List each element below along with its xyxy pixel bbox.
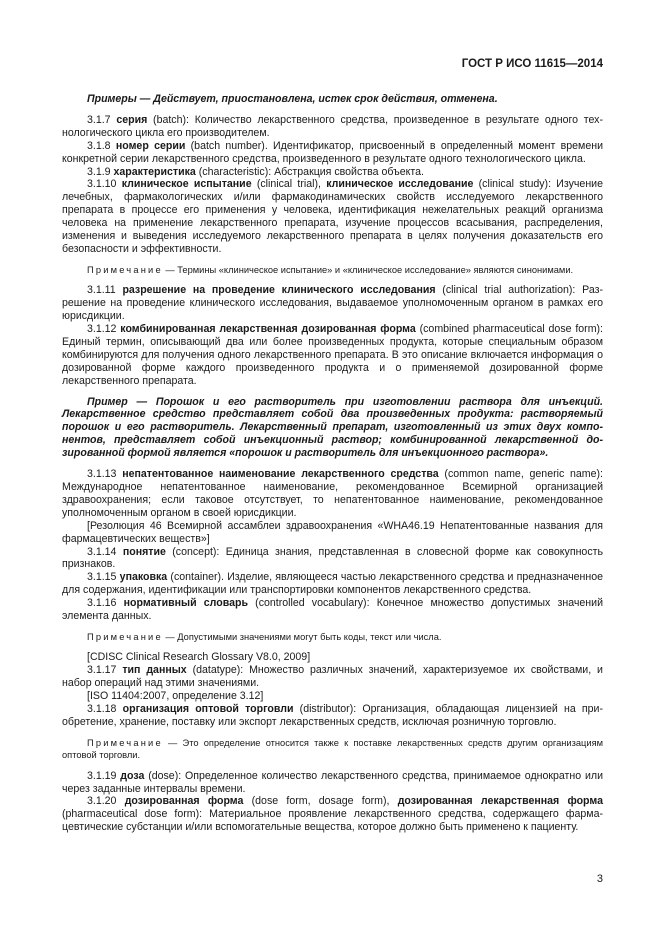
source-reference: [Резолюция 46 Всемирной ассамблеи здравоохранения «WHA46.19 Непатентованные названия для фармацевтических веществ»] [62,519,603,545]
entry-3-1-18: 3.1.18 организация оптовой торговли (distributor): Организация, обладающая лицензией на приобретение, хранение, поставку или экспорт лекарственных средств, исключая розничную торговлю. [62,702,604,728]
entry-3-1-14: 3.1.14 понятие (concept): Единица знания, представленная в словесной форме как совокупность признаков. [62,545,603,571]
document-body [62,93,603,834]
entry-3-1-10: 3.1.10 клиническое испытание (clinical trial), клиническое исследование (clinical study): Изучение лечебных, фармакологических и/или фармакодинамических свойств исследуемого лекарственного препарата в процессе его применения у человека, идентификация нежелательных реакций организма человека на применение лекарственного препарата, изучение процессов всасывания, распределения, изменения и выведения исследуемого лекарственного препарата в целях получения доказательств его безопасности и эффективности. [62,178,603,255]
term: непатентованное наименование лекарственного средства [122,468,439,481]
term: комбинированная лекарственная дозированная форма [120,323,416,335]
term: дозированная форма [124,795,244,808]
note-paragraph: Примечание — Это определение относится также к поставке лекарственных средств другим организациям оптовой торговли. [62,737,603,761]
note-paragraph: Примечание — Допустимыми значениями могут быть коды, текст или числа. [87,631,442,642]
entry-3-1-15: 3.1.15 упаковка (container). Изделие, являющееся частью лекарственного средства и предназначенное для содержания, идентификации или транспортировки компонентов лекарственного средства. [62,571,603,597]
term: организация оптовой торговли [122,702,294,715]
entry-3-1-8: 3.1.8 номер серии (batch number). Идентификатор, присвоенный в определенный момент времени конкретной серии лекарственного средства, произведенного в результате одного технологического цикла. [62,139,603,165]
term: серия [116,113,148,126]
term: клиническое испытание [121,178,252,191]
entry-3-1-17: 3.1.17 тип данных (datatype): Множество различных значений, характеризуемое их свойствами, и набор операций над этими значениями. [62,664,603,690]
term: дозированная лекарственная форма [397,795,603,808]
note-paragraph: Примечание — Термины «клиническое испытание» и «клиническое исследование» являются синонимами. [87,264,574,275]
source-reference: [CDISC Clinical Research Glossary V8.0, 2009] [87,651,311,664]
page-number: 3 [596,873,603,885]
term: доза [120,769,145,782]
term: упаковка [119,571,168,584]
standard-header: ГОСТ Р ИСО 11615—2014 [461,58,603,70]
entry-3-1-7: 3.1.7 серия (batch): Количество лекарственного средства, произведенное в результате одного технологического цикла его производителем. [62,113,603,139]
term: клиническое исследование [326,178,474,191]
source-reference: [ISO 11404:2007, определение 3.12] [87,690,264,703]
entry-3-1-20: 3.1.20 дозированная форма (dose form, dosage form), дозированная лекарственная форма (pharmaceutical dose form): Материальное проявление лекарственного средства, содержащего фармацевтические субстанции и/или вспомогательные вещества, которое должно быть применено к пациенту. [62,795,603,834]
entry-3-1-11: 3.1.11 разрешение на проведение клинического исследования (clinical trial authorization): Разрешение на проведение клинического исследования, выдаваемое уполномоченным органом в рамках его юрисдикции. [62,284,603,323]
note-label: Примечание [87,264,163,275]
term: номер серии [115,139,186,152]
example-paragraph: Пример — Порошок и его растворитель при изготовлении раствора для инъекций. Лекарственное средство представляет собой два произведенных продукта: растворяемый порошок и его растворитель. Лекарственный препарат, изготовленный из этих двух компонентов, представляет собой инъекционный раствор; комбинированной лекарственной дозированной формой является «порошок и растворитель для инъекционного раствора». [62,395,603,460]
term: тип данных [122,664,187,677]
entry-3-1-13: 3.1.13 непатентованное наименование лекарственного средства (common name, generic name): Международное непатентованное наименование, рекомендованное Всемирной организацией здравоохранения; если таковое отсутствует, то непатентованное наименование, рекомендованное уполномоченным органом в своей юрисдикции. [62,468,603,519]
entry-3-1-12: 3.1.12 комбинированная лекарственная дозированная форма (combined pharmaceutical dose form): Единый термин, описывающий два или более произведенных продукта, которые специальным образом комбинируются для получения одного лекарственного препарата. В это описание включается информация о дозированной форме каждого произведенного продукта и о применяемой дозированной форме лекарственного препарата. [62,323,603,387]
term: разрешение на проведение клинического исследования [122,284,436,297]
examples-paragraph: Примеры — Действует, приостановлена, истек срок действия, отменена. [87,93,498,105]
term: характеристика [113,165,196,178]
note-label: Примечание [87,737,163,748]
entry-3-1-19: 3.1.19 доза (dose): Определенное количество лекарственного средства, принимаемое однократно или через заданные интервалы времени. [62,769,603,795]
entry-3-1-16: 3.1.16 нормативный словарь (controlled vocabulary): Конечное множество допустимых значений элемента данных. [62,597,603,623]
term: понятие [122,545,166,558]
note-label: Примечание [87,631,163,642]
entry-3-1-9: 3.1.9 характеристика (characteristic): Абстракция свойства объекта. [87,165,424,178]
term: нормативный словарь [123,597,248,610]
